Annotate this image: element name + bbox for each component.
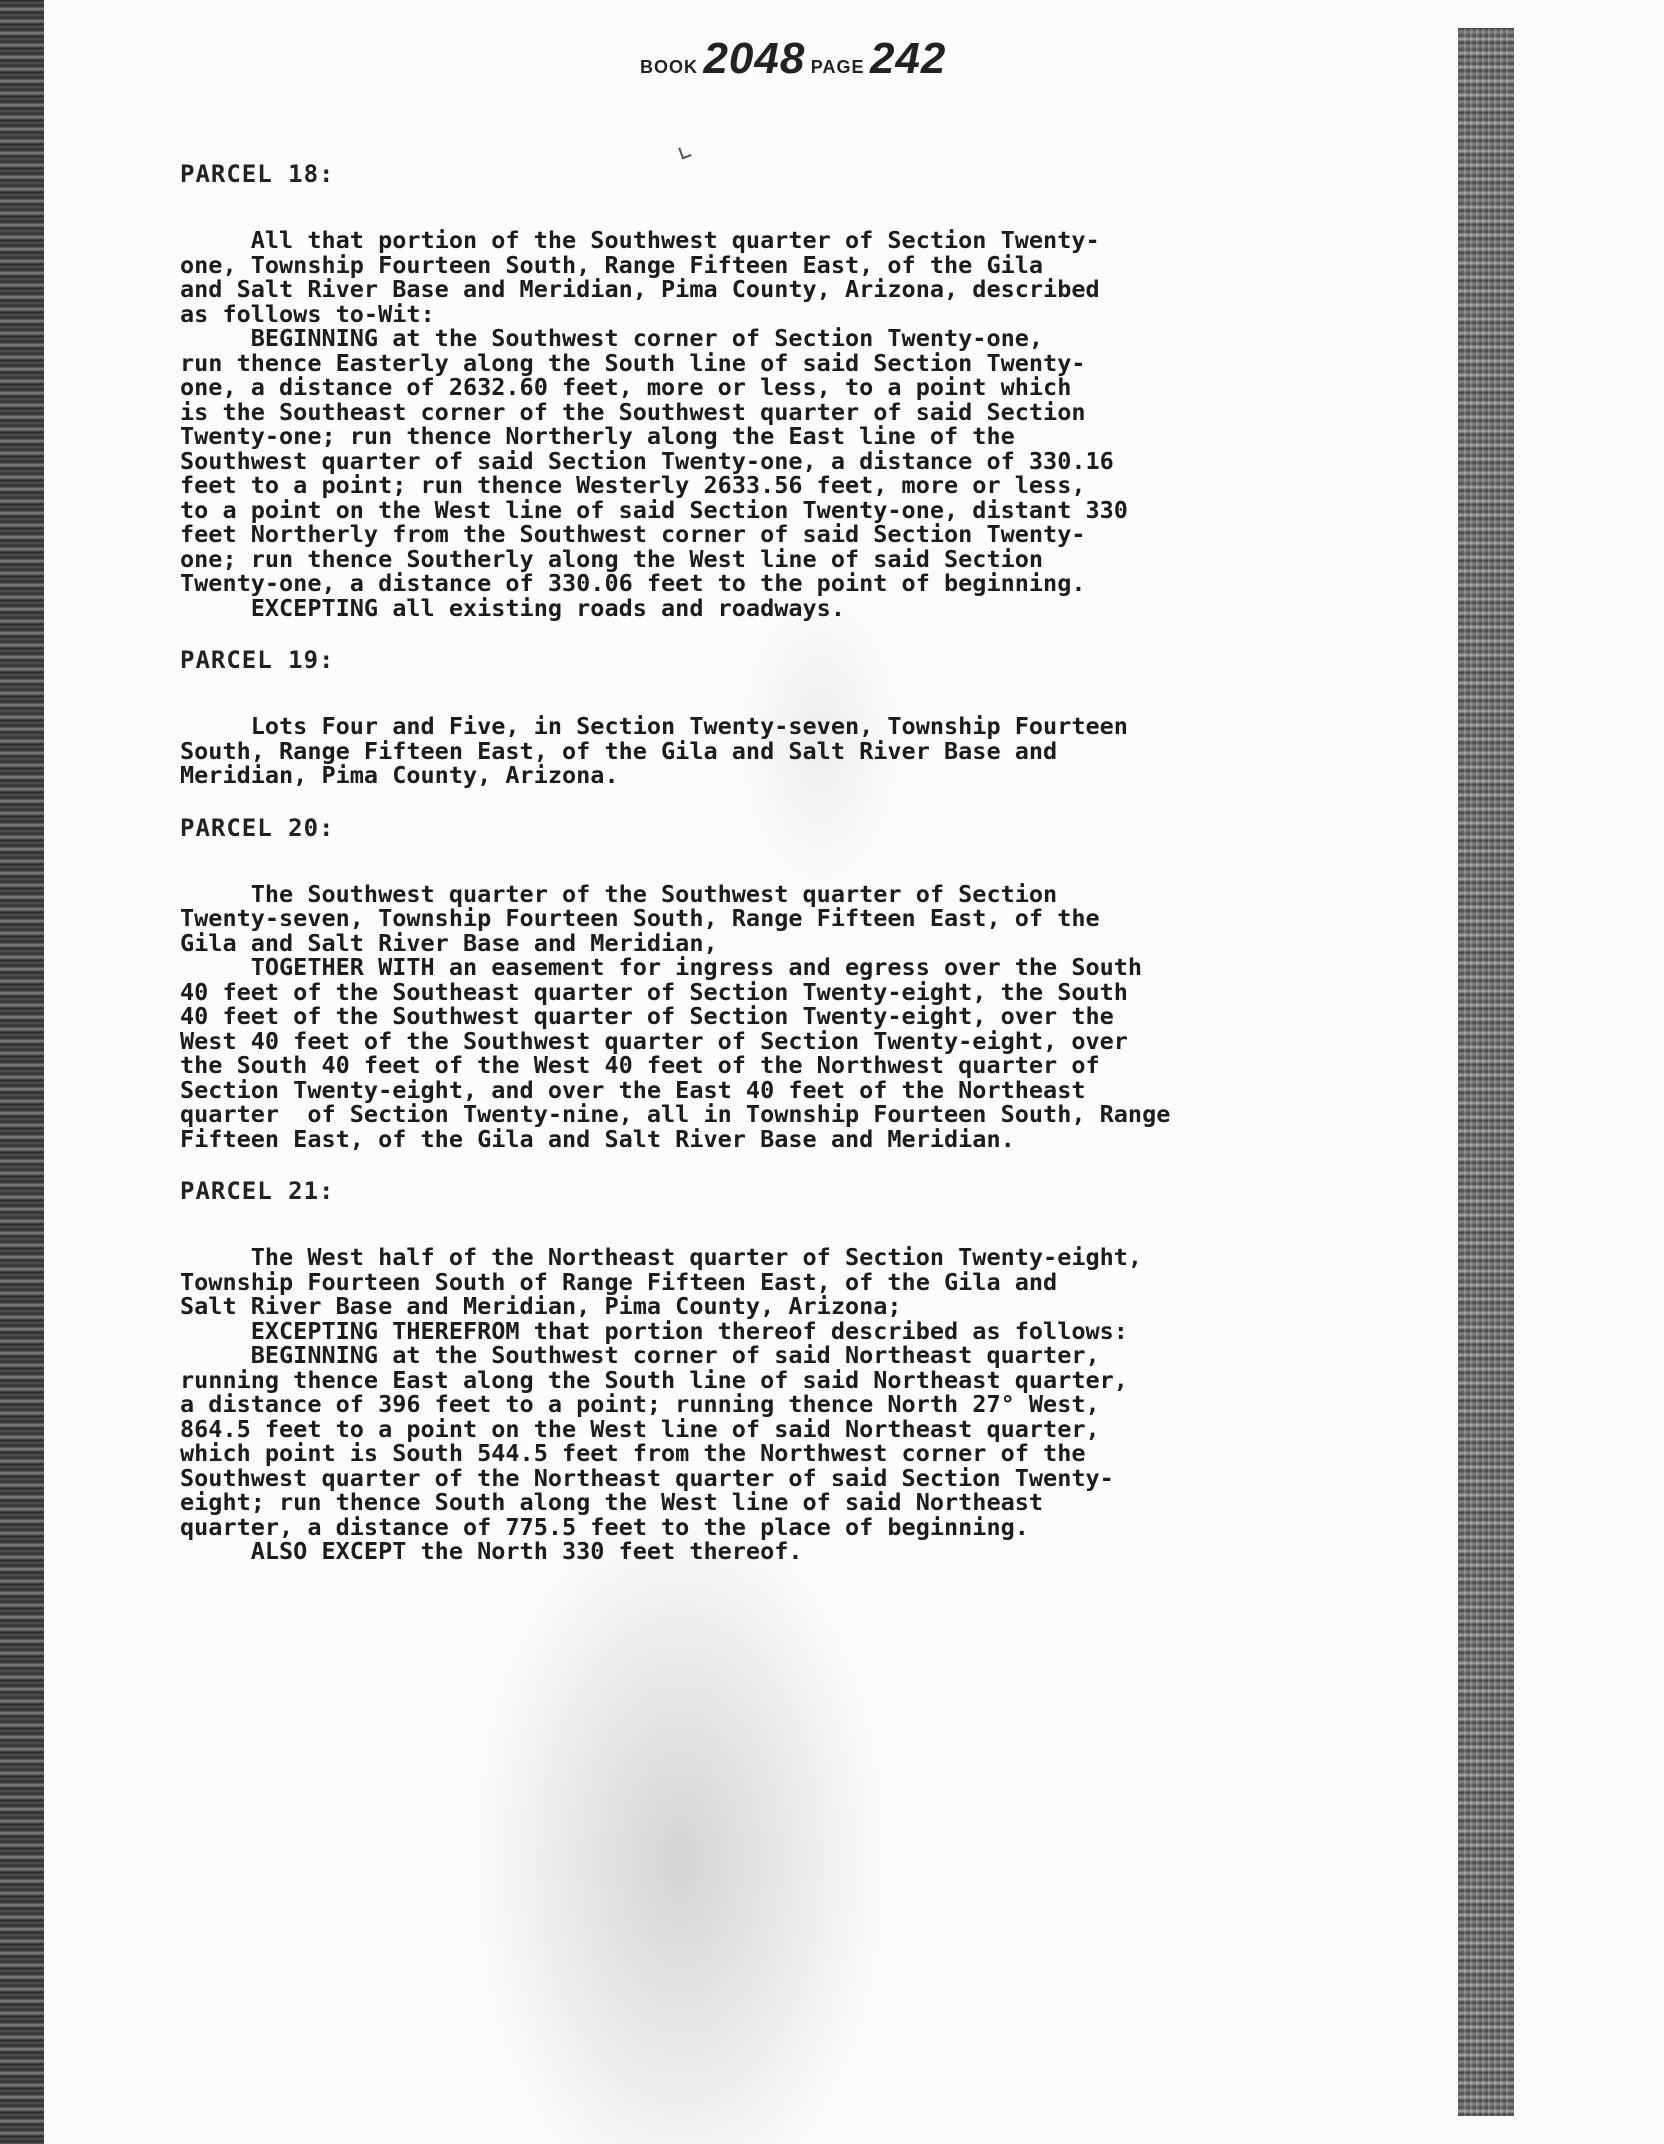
document-body	[180, 160, 1380, 1564]
parcel-text-line: Fifteen East, of the Gila and Salt River Base and Meridian.	[180, 1124, 1015, 1153]
parcel-text-line: TOGETHER WITH an easement for ingress and egress over the South	[180, 953, 1143, 981]
book-number: 2048	[703, 34, 806, 83]
parcel-text-line: one, a distance of 2632.60 feet, more or less, to a point which	[180, 373, 1072, 401]
parcel-text-line: a distance of 396 feet to a point; running thence North 27° West,	[180, 1390, 1100, 1418]
parcel-heading: PARCEL 18:	[180, 160, 335, 188]
parcel-text-line: Twenty-one, a distance of 330.06 feet to the point of beginning.	[180, 569, 1086, 597]
parcel-text-line: BEGINNING at the Southwest corner of said Northeast quarter,	[180, 1341, 1100, 1369]
parcel-text-line: 40 feet of the Southwest quarter of Section Twenty-eight, over the	[180, 1002, 1114, 1030]
scan-edge-left	[0, 0, 44, 2144]
parcel-text-line: eight; run thence South along the West line of said Northeast	[180, 1488, 1044, 1516]
parcel-text-line: one, Township Fourteen South, Range Fifteen East, of the Gila	[180, 250, 1044, 279]
parcel-20	[180, 814, 1380, 1152]
parcel-text-line: EXCEPTING THEREFROM that portion thereof described as follows:	[180, 1316, 1128, 1345]
parcel-text-line: EXCEPTING all existing roads and roadways.	[180, 593, 845, 622]
parcel-text-line: Gila and Salt River Base and Meridian,	[180, 928, 718, 957]
parcel-18	[180, 160, 1380, 620]
parcel-text-line: Southwest quarter of the Northeast quarter of said Section Twenty-	[180, 1463, 1114, 1492]
parcel-text-line: feet Northerly from the Southwest corner of said Section Twenty-	[180, 520, 1086, 548]
parcel-text-line: Twenty-one; run thence Northerly along the East line of the	[180, 422, 1015, 450]
parcel-text-line: to a point on the West line of said Section Twenty-one, distant 330	[180, 495, 1128, 524]
parcel-text-line: run thence Easterly along the South line of said Section Twenty-	[180, 348, 1086, 377]
parcel-heading: PARCEL 19:	[180, 646, 335, 674]
parcel-text-line: All that portion of the Southwest quarter of Section Twenty-	[180, 226, 1100, 254]
parcel-heading: PARCEL 21:	[180, 1177, 335, 1205]
scan-edge-right	[1458, 28, 1514, 2116]
parcel-text-line: which point is South 544.5 feet from the Northwest corner of the	[180, 1439, 1086, 1467]
parcel-text-line: BEGINNING at the Southwest corner of Section Twenty-one,	[180, 324, 1044, 352]
parcel-text-line: Section Twenty-eight, and over the East 40 feet of the Northeast	[180, 1075, 1086, 1104]
parcel-text-line: and Salt River Base and Meridian, Pima County, Arizona, described	[180, 275, 1100, 303]
parcel-heading: PARCEL 20:	[180, 813, 335, 842]
parcel-text-line: Township Fourteen South of Range Fifteen East, of the Gila and	[180, 1267, 1058, 1296]
parcel-text-line: Twenty-seven, Township Fourteen South, Range Fifteen East, of the	[180, 904, 1100, 932]
parcel-text-line: feet to a point; run thence Westerly 2633.56 feet, more or less,	[180, 471, 1086, 499]
parcel-text-line: Meridian, Pima County, Arizona.	[180, 761, 619, 789]
parcel-text-line: Southwest quarter of said Section Twenty-one, a distance of 330.16	[180, 446, 1114, 475]
page-label: PAGE	[810, 57, 865, 77]
parcel-text-line: is the Southeast corner of the Southwest quarter of said Section	[180, 397, 1086, 426]
parcel-text-line: 40 feet of the Southeast quarter of Section Twenty-eight, the South	[180, 977, 1128, 1006]
parcel-text-line: Lots Four and Five, in Section Twenty-seven, Township Fourteen	[180, 712, 1128, 740]
parcel-text-line: running thence East along the South line of said Northeast quarter,	[180, 1365, 1128, 1394]
parcel-text-line: the South 40 feet of the West 40 feet of the Northwest quarter of	[180, 1051, 1100, 1079]
parcel-text-line: The West half of the Northeast quarter of Section Twenty-eight,	[180, 1243, 1143, 1271]
parcel-text-line: Salt River Base and Meridian, Pima County, Arizona;	[180, 1292, 902, 1320]
parcel-text-line: South, Range Fifteen East, of the Gila and Salt River Base and	[180, 736, 1058, 765]
parcel-text-line: quarter of Section Twenty-nine, all in Township Fourteen South, Range	[180, 1100, 1171, 1128]
parcel-text-line: West 40 feet of the Southwest quarter of Section Twenty-eight, over	[180, 1026, 1128, 1055]
parcel-text-line: one; run thence Southerly along the West line of said Section	[180, 544, 1044, 573]
parcel-21	[180, 1177, 1380, 1564]
pen-mark	[678, 145, 692, 160]
parcel-text-line: quarter, a distance of 775.5 feet to the place of beginning.	[180, 1512, 1029, 1541]
page-number: 242	[869, 34, 947, 83]
book-label: BOOK	[640, 57, 698, 77]
parcel-19	[180, 646, 1380, 788]
parcel-text-line: as follows to-Wit:	[180, 299, 435, 328]
parcel-text-line: The Southwest quarter of the Southwest quarter of Section	[180, 879, 1058, 908]
parcel-text-line: 864.5 feet to a point on the West line of said Northeast quarter,	[180, 1414, 1100, 1443]
book-page-stamp	[640, 34, 946, 84]
parcel-text-line: ALSO EXCEPT the North 330 feet thereof.	[180, 1537, 803, 1565]
